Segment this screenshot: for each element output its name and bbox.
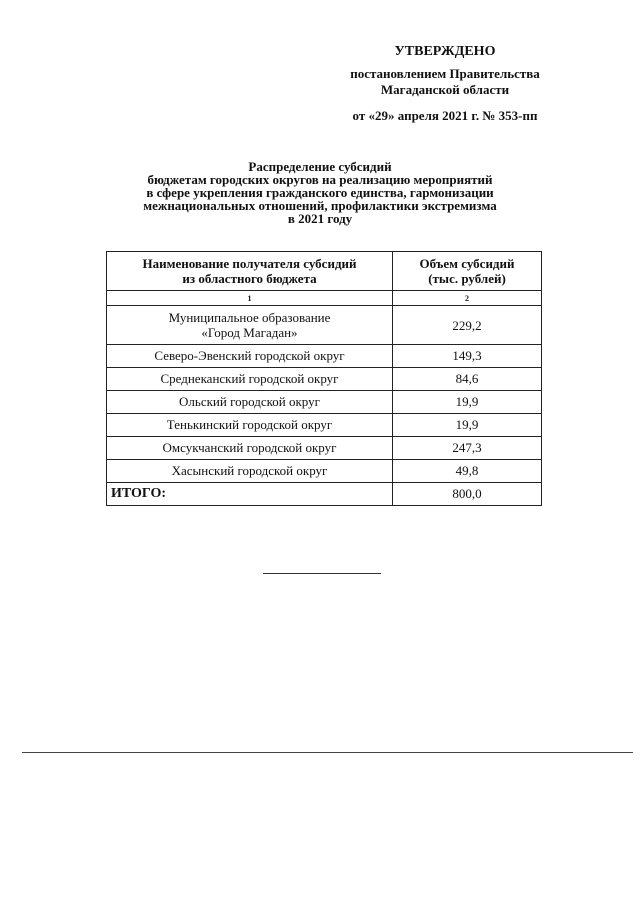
table-row xyxy=(107,437,542,460)
table-row xyxy=(107,391,542,414)
closing-separator-line xyxy=(263,573,381,574)
total-amount: 800,0 xyxy=(393,483,542,506)
recipient-name: Среднеканский городской округ xyxy=(107,368,393,391)
recipient-name: Хасынский городской округ xyxy=(107,460,393,483)
document-title xyxy=(70,160,570,225)
recipient-name: Ольский городской округ xyxy=(107,391,393,414)
table-header-row xyxy=(107,252,542,291)
recipient-name: Тенькинский городской округ xyxy=(107,414,393,437)
header-recipient: Наименование получателя субсидий из областного бюджета xyxy=(107,252,393,291)
subsidy-amount: 49,8 xyxy=(393,460,542,483)
column-number: 1 xyxy=(107,291,393,306)
subsidy-amount: 229,2 xyxy=(393,306,542,345)
subsidy-table xyxy=(106,251,542,506)
approval-heading: УТВЕРЖДЕНО xyxy=(394,44,496,59)
subsidy-amount: 247,3 xyxy=(393,437,542,460)
column-number-row xyxy=(107,291,542,306)
title-line: межнациональных отношений, профилактики экстремизма xyxy=(143,198,497,213)
header-amount: Объем субсидий (тыс. рублей) xyxy=(393,252,542,291)
table-row xyxy=(107,460,542,483)
table-row xyxy=(107,345,542,368)
subsidy-amount: 84,6 xyxy=(393,368,542,391)
total-label: ИТОГО: xyxy=(107,483,393,506)
subsidy-amount: 149,3 xyxy=(393,345,542,368)
recipient-name: Омсукчанский городской округ xyxy=(107,437,393,460)
approval-stamp xyxy=(320,44,570,124)
title-line: в 2021 году xyxy=(287,211,353,226)
total-row xyxy=(107,483,542,506)
subsidy-amount: 19,9 xyxy=(393,391,542,414)
title-line: в сфере укрепления гражданского единства, гармонизации xyxy=(146,185,494,200)
recipient-name: Муниципальное образование «Город Магадан» xyxy=(107,306,393,345)
column-number: 2 xyxy=(393,291,542,306)
table-row xyxy=(107,306,542,345)
subsidy-amount: 19,9 xyxy=(393,414,542,437)
table-row xyxy=(107,414,542,437)
approval-line-2: Магаданской области xyxy=(380,82,510,97)
title-line: бюджетам городских округов на реализацию мероприятий xyxy=(147,172,493,187)
approval-line-1: постановлением Правительства xyxy=(350,66,540,81)
recipient-name: Северо-Эвенский городской округ xyxy=(107,345,393,368)
table-row xyxy=(107,368,542,391)
approval-date: от «29» апреля 2021 г. № 353-пп xyxy=(352,108,538,123)
scan-edge-line xyxy=(22,752,633,753)
title-line: Распределение субсидий xyxy=(248,159,392,174)
